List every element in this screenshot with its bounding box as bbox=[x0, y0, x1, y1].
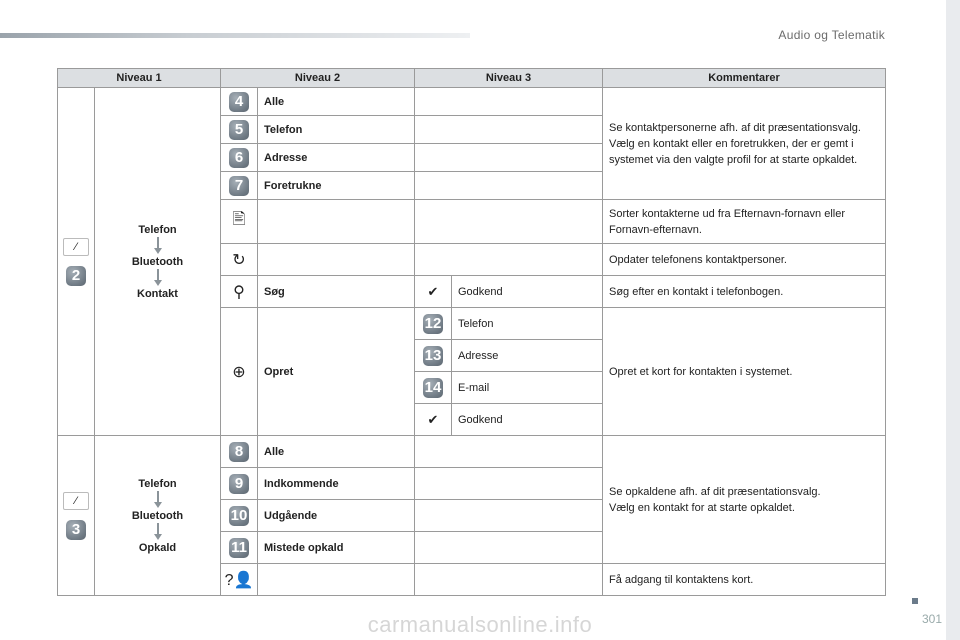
table-row bbox=[58, 88, 886, 116]
step-badge: 4 bbox=[229, 92, 249, 112]
refresh-icon: ↻ bbox=[221, 244, 258, 276]
path-step: Bluetooth bbox=[131, 509, 184, 522]
level1-calls-cell bbox=[58, 436, 95, 596]
col-header-comments: Kommentarer bbox=[603, 69, 886, 88]
sub-item-label: Godkend bbox=[452, 404, 603, 436]
menu-item-label: Telefon bbox=[258, 116, 415, 144]
menu-item-label: Adresse bbox=[258, 144, 415, 172]
calls-path bbox=[95, 436, 221, 596]
path-step: Telefon bbox=[138, 477, 177, 490]
phone-small-icon: ⁄ bbox=[63, 238, 89, 256]
comment-text: Få adgang til kontaktens kort. bbox=[603, 564, 886, 596]
step-badge: 8 bbox=[229, 442, 249, 462]
col-header-level2: Niveau 2 bbox=[221, 69, 415, 88]
level1-contacts-cell bbox=[58, 88, 95, 436]
sub-item-label: E-mail bbox=[452, 372, 603, 404]
step-badge: 5 bbox=[229, 120, 249, 140]
menu-item-label: Alle bbox=[258, 436, 415, 468]
step-badge: 3 bbox=[66, 520, 86, 540]
menu-item-label: Foretrukne bbox=[258, 172, 415, 200]
sub-item-label: Telefon bbox=[452, 308, 603, 340]
path-step: Telefon bbox=[138, 223, 177, 236]
header-bar bbox=[0, 33, 470, 38]
arrow-down-icon bbox=[153, 269, 163, 287]
add-icon: ⊕ bbox=[221, 308, 258, 436]
path-step: Opkald bbox=[138, 541, 177, 554]
col-header-level1: Niveau 1 bbox=[58, 69, 221, 88]
path-step: Kontakt bbox=[137, 287, 178, 300]
step-badge: 6 bbox=[229, 148, 249, 168]
col-header-level3: Niveau 3 bbox=[415, 69, 603, 88]
step-badge: 12 bbox=[424, 314, 442, 332]
menu-item-label: Indkommende bbox=[258, 468, 415, 500]
menu-item-label: Mistede opkald bbox=[258, 532, 415, 564]
arrow-down-icon bbox=[153, 237, 163, 255]
menu-item-label: Søg bbox=[258, 276, 415, 308]
menu-table bbox=[57, 68, 886, 596]
path-step: Bluetooth bbox=[131, 255, 184, 268]
phone-small-icon: ⁄ bbox=[63, 492, 89, 510]
sub-item-label: Godkend bbox=[452, 276, 603, 308]
arrow-down-icon bbox=[153, 523, 163, 541]
contacts-path bbox=[95, 88, 221, 436]
table-row bbox=[58, 436, 886, 468]
page-marker bbox=[912, 598, 918, 604]
menu-item-label: Udgående bbox=[258, 500, 415, 532]
comment-text: Opret et kort for kontakten i systemet. bbox=[603, 308, 886, 436]
comment-text: Se kontaktpersonerne afh. af dit præsentationsvalg. Vælg en kontakt eller en foretrukken, der er gemt i systemet via den valgte profil for at starte opkaldet. bbox=[603, 88, 886, 200]
arrow-down-icon bbox=[153, 491, 163, 509]
comment-text: Sorter kontakterne ud fra Efternavn-fornavn eller Fornavn-efternavn. bbox=[603, 200, 886, 244]
step-badge: 14 bbox=[424, 378, 442, 396]
comment-text: Søg efter en kontakt i telefonbogen. bbox=[603, 276, 886, 308]
sort-contacts-icon: 🖹 bbox=[221, 200, 258, 244]
section-title: Audio og Telematik bbox=[778, 28, 885, 42]
page-edge bbox=[946, 0, 960, 640]
comment-text: Se opkaldene afh. af dit præsentationsvalg. Vælg en kontakt for at starte opkaldet. bbox=[603, 436, 886, 564]
step-badge: 9 bbox=[229, 474, 249, 494]
comment-text: Opdater telefonens kontaktpersoner. bbox=[603, 244, 886, 276]
checkmark-icon: ✔ bbox=[415, 404, 452, 436]
contact-card-icon: ?👤 bbox=[221, 564, 258, 596]
table-header-row bbox=[58, 69, 886, 88]
sub-item-label: Adresse bbox=[452, 340, 603, 372]
step-badge: 13 bbox=[424, 346, 442, 364]
watermark: carmanualsonline.info bbox=[367, 612, 593, 637]
step-badge: 2 bbox=[66, 266, 86, 286]
menu-item-label: Opret bbox=[258, 308, 415, 436]
step-badge: 10 bbox=[230, 506, 248, 524]
step-badge: 11 bbox=[229, 538, 249, 558]
step-badge: 7 bbox=[229, 176, 249, 196]
search-icon: ⚲ bbox=[221, 276, 258, 308]
menu-item-label: Alle bbox=[258, 88, 415, 116]
checkmark-icon: ✔ bbox=[415, 276, 452, 308]
page-number: 301 bbox=[921, 612, 942, 626]
